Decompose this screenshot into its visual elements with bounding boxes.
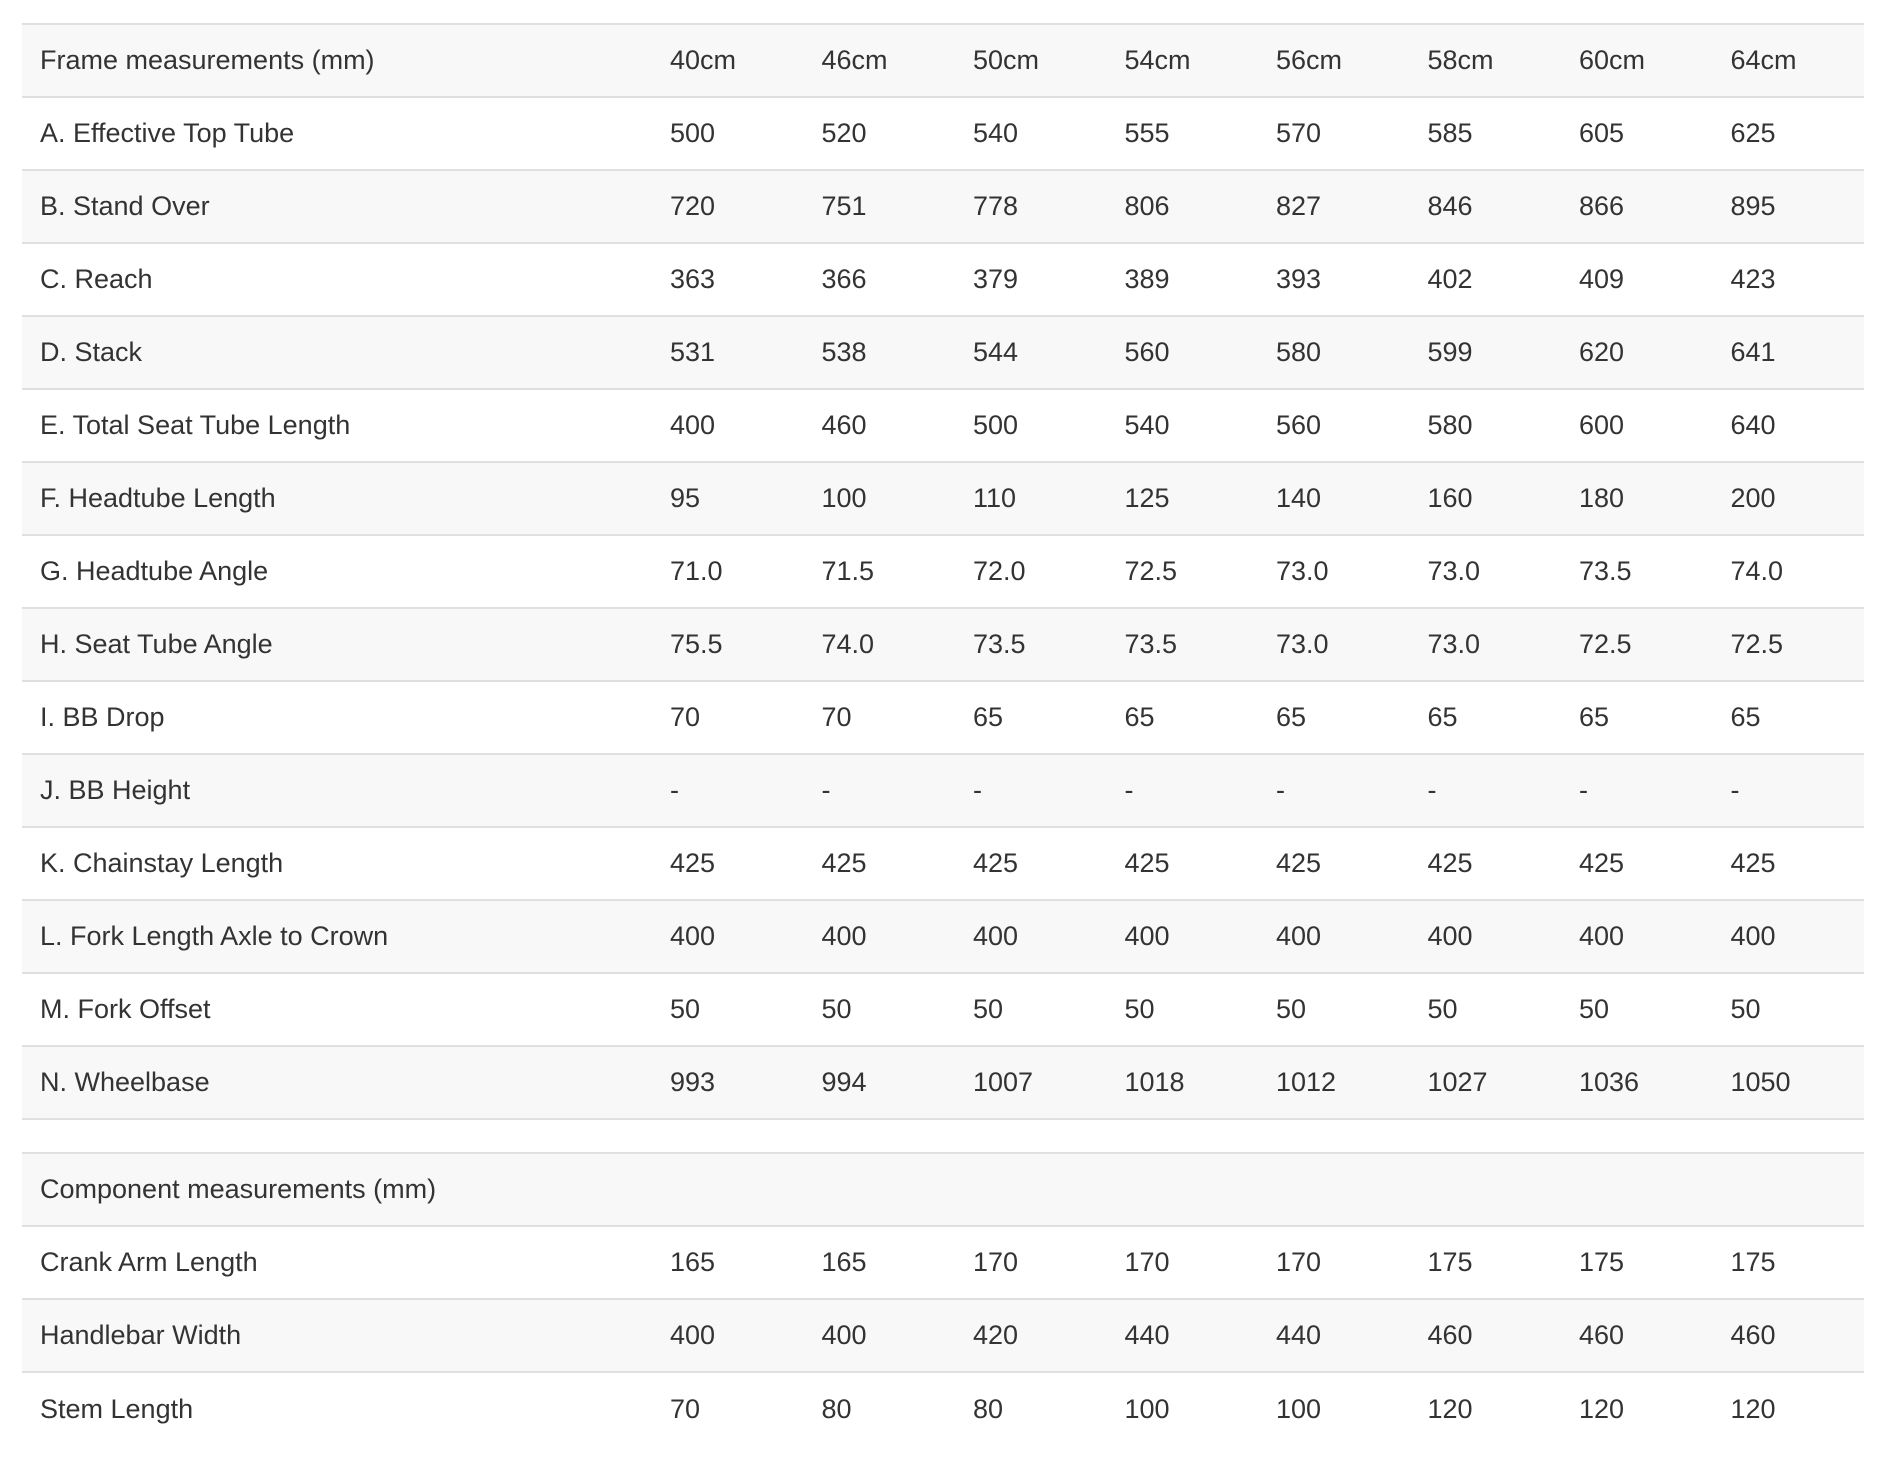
- table-row: [22, 900, 1864, 973]
- row-label: B. Stand Over: [22, 170, 652, 243]
- table-cell: 531: [652, 316, 804, 389]
- size-header: 58cm: [1410, 24, 1562, 97]
- table-cell: 605: [1561, 97, 1713, 170]
- table-cell: 400: [1713, 900, 1865, 973]
- table-row: [22, 973, 1864, 1046]
- row-label: Handlebar Width: [22, 1299, 652, 1372]
- table-cell: 544: [955, 316, 1107, 389]
- table-cell: 570: [1258, 97, 1410, 170]
- table-cell: 866: [1561, 170, 1713, 243]
- table-cell: 165: [804, 1226, 956, 1299]
- table-cell: 65: [1410, 681, 1562, 754]
- row-label: F. Headtube Length: [22, 462, 652, 535]
- table-row: [22, 170, 1864, 243]
- table-cell: 1018: [1107, 1046, 1259, 1119]
- table-row: [22, 681, 1864, 754]
- table-cell: 73.0: [1258, 608, 1410, 681]
- table-cell: 160: [1410, 462, 1562, 535]
- table-cell: 400: [955, 900, 1107, 973]
- table-cell: 100: [1124, 1393, 1170, 1424]
- table-cell: 71.0: [652, 535, 804, 608]
- table-cell: 50: [955, 973, 1107, 1046]
- table-cell: 599: [1410, 316, 1562, 389]
- table-cell: 641: [1713, 316, 1865, 389]
- row-label: K. Chainstay Length: [22, 827, 652, 900]
- component-header-row: [22, 1153, 1864, 1226]
- table-cell: 73.0: [1410, 535, 1562, 608]
- table-cell: 400: [1107, 900, 1259, 973]
- size-header: 46cm: [804, 24, 956, 97]
- row-label: C. Reach: [22, 243, 652, 316]
- table-row: [22, 535, 1864, 608]
- frame-heading: Frame measurements (mm): [22, 24, 652, 97]
- table-cell: 425: [804, 827, 956, 900]
- table-cell: 80: [821, 1393, 852, 1424]
- table-cell: 460: [1561, 1299, 1713, 1372]
- table-cell: 70: [670, 1393, 701, 1424]
- frame-measurements-table: [22, 23, 1864, 1120]
- row-label: D. Stack: [22, 316, 652, 389]
- size-header: 60cm: [1561, 24, 1713, 97]
- table-cell: 200: [1713, 462, 1865, 535]
- table-cell: 585: [1410, 97, 1562, 170]
- table-cell: 1007: [955, 1046, 1107, 1119]
- table-cell: 620: [1561, 316, 1713, 389]
- table-cell: 165: [652, 1226, 804, 1299]
- table-cell: 366: [804, 243, 956, 316]
- table-cell: 555: [1107, 97, 1259, 170]
- table-cell: 65: [1258, 681, 1410, 754]
- table-cell: 580: [1410, 389, 1562, 462]
- table-cell: 640: [1713, 389, 1865, 462]
- table-cell: 400: [1258, 900, 1410, 973]
- size-header: 64cm: [1713, 24, 1865, 97]
- size-header: 54cm: [1107, 24, 1259, 97]
- table-cell: 994: [804, 1046, 956, 1119]
- table-cell: 827: [1258, 170, 1410, 243]
- table-cell: 425: [1561, 827, 1713, 900]
- row-label: Crank Arm Length: [22, 1226, 652, 1299]
- table-cell: 520: [804, 97, 956, 170]
- table-cell: 400: [652, 900, 804, 973]
- table-cell: 71.5: [804, 535, 956, 608]
- table-cell: 175: [1713, 1226, 1865, 1299]
- table-cell: 1012: [1258, 1046, 1410, 1119]
- table-cell: 50: [1713, 973, 1865, 1046]
- table-cell: 500: [955, 389, 1107, 462]
- table-cell: 50: [652, 973, 804, 1046]
- table-cell: 540: [1107, 389, 1259, 462]
- table-cell: 72.5: [1713, 608, 1865, 681]
- table-cell: 70: [652, 681, 804, 754]
- table-cell: 400: [804, 1299, 956, 1372]
- table-row: [22, 827, 1864, 900]
- table-cell: 560: [1107, 316, 1259, 389]
- row-label: M. Fork Offset: [22, 973, 652, 1046]
- table-cell: 100: [1276, 1393, 1322, 1424]
- row-label: L. Fork Length Axle to Crown: [22, 900, 652, 973]
- table-cell: 74.0: [1713, 535, 1865, 608]
- size-header: 56cm: [1258, 24, 1410, 97]
- table-cell: 600: [1561, 389, 1713, 462]
- table-cell: 110: [955, 462, 1107, 535]
- table-cell: 180: [1561, 462, 1713, 535]
- row-label: Stem Length: [40, 1393, 194, 1424]
- row-label: N. Wheelbase: [22, 1046, 652, 1119]
- table-cell: 95: [652, 462, 804, 535]
- table-cell: 74.0: [804, 608, 956, 681]
- table-cell: 1027: [1410, 1046, 1562, 1119]
- table-cell: 73.0: [1258, 535, 1410, 608]
- table-cell: 363: [652, 243, 804, 316]
- table-cell: 170: [1258, 1226, 1410, 1299]
- table-cell: 423: [1713, 243, 1865, 316]
- table-cell: 65: [1107, 681, 1259, 754]
- table-cell: 1050: [1713, 1046, 1865, 1119]
- frame-header-row: [22, 24, 1864, 97]
- table-cell: 80: [973, 1393, 1004, 1424]
- table-cell: 120: [1579, 1393, 1625, 1424]
- table-row: [22, 1299, 1864, 1372]
- row-label: A. Effective Top Tube: [22, 97, 652, 170]
- table-row: [22, 97, 1864, 170]
- table-cell: -: [955, 754, 1107, 827]
- table-cell: 409: [1561, 243, 1713, 316]
- table-cell: 993: [652, 1046, 804, 1119]
- table-cell: 379: [955, 243, 1107, 316]
- table-cell: 440: [1258, 1299, 1410, 1372]
- table-cell: 460: [1713, 1299, 1865, 1372]
- table-cell: -: [1107, 754, 1259, 827]
- table-cell: 440: [1107, 1299, 1259, 1372]
- table-row: [22, 608, 1864, 681]
- row-label: I. BB Drop: [22, 681, 652, 754]
- table-cell: 425: [1410, 827, 1562, 900]
- table-cell: 170: [955, 1226, 1107, 1299]
- table-cell: 400: [804, 900, 956, 973]
- table-cell: 400: [652, 389, 804, 462]
- table-cell: 70: [804, 681, 956, 754]
- table-row: [22, 462, 1864, 535]
- table-cell: 120: [1730, 1393, 1776, 1424]
- table-cell: 73.5: [1107, 608, 1259, 681]
- table-cell: 425: [1258, 827, 1410, 900]
- table-cell: 846: [1410, 170, 1562, 243]
- table-row: [22, 243, 1864, 316]
- table-cell: 73.5: [955, 608, 1107, 681]
- table-cell: 50: [1107, 973, 1259, 1046]
- table-cell: 175: [1561, 1226, 1713, 1299]
- table-cell: 806: [1107, 170, 1259, 243]
- table-cell: 125: [1107, 462, 1259, 535]
- table-cell: 540: [955, 97, 1107, 170]
- table-cell: 425: [1107, 827, 1259, 900]
- table-cell: -: [652, 754, 804, 827]
- table-cell: 65: [1561, 681, 1713, 754]
- table-cell: 400: [1561, 900, 1713, 973]
- table-cell: 100: [804, 462, 956, 535]
- table-cell: 50: [1410, 973, 1562, 1046]
- table-cell: 778: [955, 170, 1107, 243]
- size-header: 50cm: [955, 24, 1107, 97]
- table-cell: 895: [1713, 170, 1865, 243]
- table-cell: 73.0: [1410, 608, 1562, 681]
- table-cell: 120: [1427, 1393, 1473, 1424]
- table-row: [22, 1372, 1864, 1445]
- table-cell: 402: [1410, 243, 1562, 316]
- table-cell: 751: [804, 170, 956, 243]
- table-cell: 625: [1713, 97, 1865, 170]
- table-cell: 425: [652, 827, 804, 900]
- table-cell: -: [1410, 754, 1562, 827]
- table-row: [22, 754, 1864, 827]
- table-cell: -: [1561, 754, 1713, 827]
- component-measurements-table: [22, 1152, 1864, 1445]
- table-row: [22, 1046, 1864, 1119]
- geometry-chart: [22, 23, 1864, 1445]
- table-cell: 50: [804, 973, 956, 1046]
- table-cell: 72.0: [955, 535, 1107, 608]
- table-cell: 425: [1713, 827, 1865, 900]
- table-cell: 175: [1410, 1226, 1562, 1299]
- table-cell: 500: [652, 97, 804, 170]
- size-header: 40cm: [652, 24, 804, 97]
- table-row: [22, 389, 1864, 462]
- table-cell: -: [1713, 754, 1865, 827]
- row-label: H. Seat Tube Angle: [22, 608, 652, 681]
- table-cell: 720: [652, 170, 804, 243]
- table-cell: 460: [804, 389, 956, 462]
- table-cell: 420: [955, 1299, 1107, 1372]
- table-row: [22, 316, 1864, 389]
- table-cell: 400: [1410, 900, 1562, 973]
- row-label: J. BB Height: [22, 754, 652, 827]
- table-cell: 65: [1713, 681, 1865, 754]
- table-cell: 389: [1107, 243, 1259, 316]
- table-cell: 560: [1258, 389, 1410, 462]
- table-cell: 538: [804, 316, 956, 389]
- table-cell: 65: [955, 681, 1107, 754]
- table-cell: 72.5: [1107, 535, 1259, 608]
- table-cell: 140: [1258, 462, 1410, 535]
- table-cell: 170: [1107, 1226, 1259, 1299]
- table-row: [22, 1226, 1864, 1299]
- table-cell: 1036: [1561, 1046, 1713, 1119]
- table-cell: 400: [652, 1299, 804, 1372]
- table-cell: 75.5: [652, 608, 804, 681]
- section-spacer: [22, 1120, 1864, 1152]
- table-cell: 50: [1258, 973, 1410, 1046]
- table-cell: 72.5: [1561, 608, 1713, 681]
- row-label: E. Total Seat Tube Length: [22, 389, 652, 462]
- row-label: G. Headtube Angle: [22, 535, 652, 608]
- table-cell: -: [1258, 754, 1410, 827]
- component-heading: Component measurements (mm): [22, 1153, 1864, 1226]
- table-cell: 580: [1258, 316, 1410, 389]
- table-cell: 73.5: [1561, 535, 1713, 608]
- table-cell: 460: [1410, 1299, 1562, 1372]
- table-cell: 393: [1258, 243, 1410, 316]
- table-cell: 50: [1561, 973, 1713, 1046]
- table-cell: -: [804, 754, 956, 827]
- table-cell: 425: [955, 827, 1107, 900]
